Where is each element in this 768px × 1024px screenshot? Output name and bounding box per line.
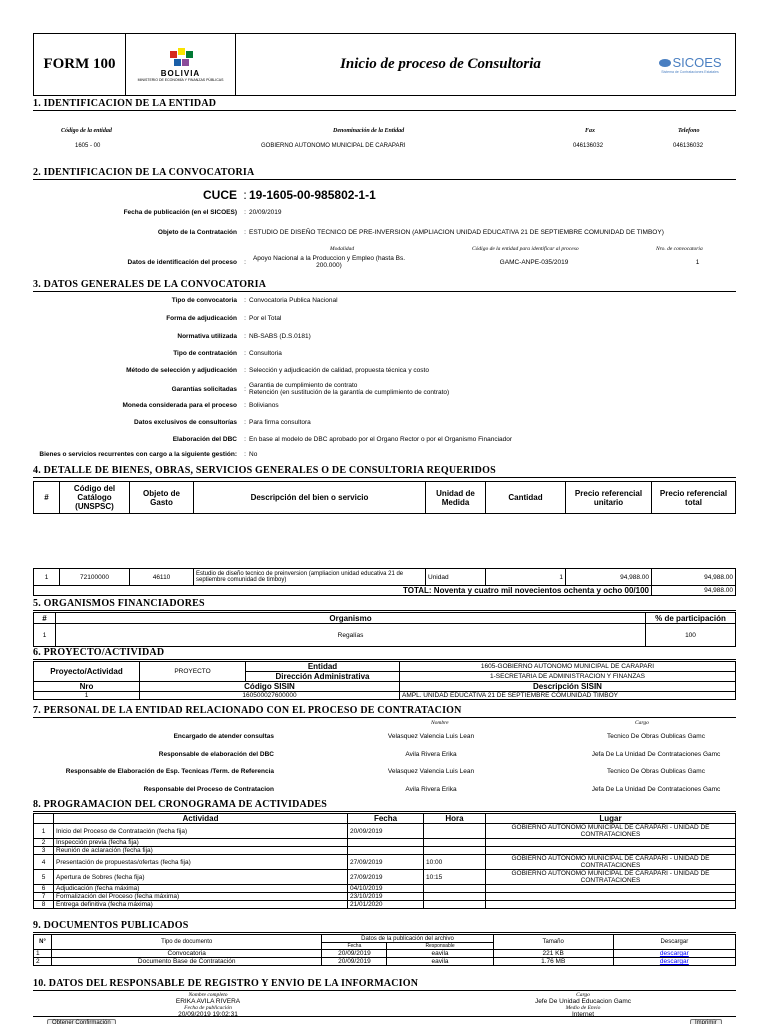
staff-cargo: Jefa De La Unidad De Contrataciones Gamc (591, 751, 721, 758)
general-data-value: Convocatoria Publica Nacional (249, 297, 338, 304)
act-place: GOBIERNO AUTONOMO MUNICIPAL DE CARAPARI - UNIDAD DE CONTRATACIONES (486, 870, 736, 885)
sisin-desc-header: Descripción SISIN (400, 682, 736, 692)
act-hour: 10:15 (424, 870, 486, 885)
general-data-value: En base al modelo de DBC aprobado por el Organo Rector o por el Organismo Financiador (249, 436, 513, 443)
download-link[interactable]: descargar (659, 950, 689, 957)
items-table (33, 568, 736, 596)
sicoes-logo (645, 34, 735, 95)
general-data-row: Normativa utilizada : NB-SABS (D.S.0181) (33, 333, 736, 340)
financiers-table (33, 612, 736, 647)
act-place (486, 893, 736, 901)
act-place: GOBIERNO AUTONOMO MUNICIPAL DE CARAPARI - UNIDAD DE CONTRATACIONES (486, 855, 736, 870)
act-date: 23/10/2019 (348, 893, 424, 901)
item-unit: Unidad (426, 569, 486, 586)
general-data-label: Elaboración del DBC (172, 436, 237, 443)
general-data-row: Tipo de convocatoria : Convocatoria Publica Nacional (33, 297, 736, 304)
act-date: 04/10/2019 (348, 885, 424, 893)
staff-row (33, 751, 736, 758)
doc-size-header: Tamaño (493, 935, 613, 950)
item-total: 94,988.00 (652, 569, 736, 586)
staff-name: Velasquez Valencia Luis Lean (387, 768, 475, 775)
general-data-label: Forma de adjudicación (166, 315, 237, 322)
staff-row (33, 786, 736, 793)
general-data-row: Bienes o servicios recurrentes con cargo a la siguiente gestión: : No (33, 451, 736, 458)
items-col-header: # (34, 482, 60, 514)
sisin-desc-value: AMPL. UNIDAD EDUCATIVA 21 DE SEPTIEMBRE COMUNIDAD TIMBOY (400, 692, 736, 700)
act-hour (424, 824, 486, 839)
act-name: Adjudicación (fecha máxima) (54, 885, 348, 893)
item-obj: 46110 (130, 569, 194, 586)
general-data-row: Datos exclusivos de consultorías : Para firma consultora (33, 419, 736, 426)
general-data-row: Método de selección y adjudicación : Selección y adjudicación de calidad, propuesta técnica y costo (33, 367, 736, 374)
act-name: Reunión de aclaración (fecha fija) (54, 847, 348, 855)
act-name: Apertura de Sobres (fecha fija) (54, 870, 348, 885)
act-place: GOBIERNO AUTONOMO MUNICIPAL DE CARAPARI - UNIDAD DE CONTRATACIONES (486, 824, 736, 839)
call-number-header: Nro. de convocatoria (656, 246, 703, 252)
direction-value: 1-SECRETARIA DE ADMINISTRACION Y FINANZAS (400, 672, 736, 682)
act-name: Inspección previa (fecha fija) (54, 839, 348, 847)
fax-value: 046136032 (573, 143, 604, 149)
form-title: Inicio de proceso de Consultoria (340, 56, 541, 72)
fin-n: 1 (34, 624, 56, 647)
pub-date-row: Fecha de publicación (en el SICOES) : 20/09/2019 (33, 209, 736, 216)
act-hour (424, 901, 486, 909)
doc-dl-header: Descargar (613, 935, 735, 950)
general-data-label: Normativa utilizada (177, 333, 237, 340)
process-code-header: Código de la entidad para identificar al proceso (472, 246, 579, 252)
act-date: 20/09/2019 (348, 824, 424, 839)
staff-role: Responsable de elaboración del DBC (158, 751, 274, 758)
project-header: Proyecto/Actividad (34, 662, 140, 682)
doc-resp-header: Responsable (387, 943, 493, 950)
staff-cargo: Jefa De La Unidad De Contrataciones Gamc (591, 786, 721, 793)
act-hour (424, 893, 486, 901)
items-col-header: Objeto de Gasto (130, 482, 194, 514)
project-table (33, 661, 736, 700)
section-2-title: 2. IDENTIFICACIÓN DE LA CONVOCATORIA (33, 167, 736, 180)
section-1-title: 1. IDENTIFICACIÓN DE LA ENTIDAD (33, 98, 736, 111)
confirm-button[interactable]: Obtener Confirmación (47, 1019, 116, 1024)
resp-date: 20/09/2019 19:02:31 (178, 1011, 238, 1018)
doc-date: 20/09/2019 (322, 958, 387, 966)
form-number: FORM 100 (34, 34, 126, 95)
items-col-header: Precio referencial unitario (566, 482, 652, 514)
general-data-value: Para firma consultora (249, 419, 311, 426)
table-row (34, 958, 736, 966)
entity-name-header: Denominación de la Entidad (333, 128, 405, 134)
act-hour (424, 885, 486, 893)
act-place (486, 847, 736, 855)
staff-name: Avila Rivera Erika (405, 751, 457, 758)
direction-header: Dirección Administrativa (246, 672, 400, 682)
act-date: 27/09/2019 (348, 870, 424, 885)
general-data-value: Selección y adjudicación de calidad, propuesta técnica y costo (249, 367, 429, 374)
act-date: 27/09/2019 (348, 855, 424, 870)
object-row: Objeto de la Contratación : ESTUDIO DE DISEÑO TECNICO DE PRE-INVERSION (AMPLIACION UNIDAD EDUCATIVA 21 DE SEPTIEMBRE COMUNIDAD DE TIMBOY) (33, 229, 736, 236)
fin-pct-header: % de participación (646, 613, 736, 624)
item-number: 1 (34, 569, 60, 586)
act-n: 8 (34, 901, 54, 909)
general-data-row: Elaboración del DBC : En base al modelo de DBC aprobado por el Organo Rector o por el Organismo Financiador (33, 436, 736, 443)
object-value: ESTUDIO DE DISEÑO TECNICO DE PRE-INVERSION (AMPLIACION UNIDAD EDUCATIVA 21 DE SEPTIEMBRE COMUNIDAD DE TIMBOY) (249, 229, 664, 236)
doc-size: 1.76 MB (493, 958, 613, 966)
item-unit-price: 94,988.00 (566, 569, 652, 586)
fin-org-header: Organismo (56, 613, 646, 624)
act-hour (424, 839, 486, 847)
general-data-value: Bolivianos (249, 402, 279, 409)
fin-n-header: # (34, 613, 56, 624)
general-data-value: Garantia de cumplimiento de contrato (249, 382, 358, 389)
item-qty: 1 (486, 569, 566, 586)
resp-name: ERIKA AVILA RIVERA (175, 998, 241, 1005)
sicoes-subtitle: Sistema de Contrataciones Estatales (661, 70, 719, 74)
act-n: 3 (34, 847, 54, 855)
pub-date-value: 20/09/2019 (249, 209, 282, 216)
general-data-value-2: Retención (en sustitución de la garantía de cumplimiento de contrato) (249, 389, 450, 396)
general-data-label: Tipo de convocatoria (171, 297, 237, 304)
act-n: 2 (34, 839, 54, 847)
section-3-title: 3. DATOS GENERALES DE LA CONVOCATORIA (33, 279, 736, 292)
act-n: 5 (34, 870, 54, 885)
general-data-value: Consultoria (249, 350, 282, 357)
phone-header: Telefono (678, 128, 700, 134)
staff-name-header: Nombre (431, 720, 449, 726)
fin-org: Regalías (56, 624, 646, 647)
items-header-table (33, 481, 736, 514)
process-code-value: GAMC-ANPE-035/2019 (499, 258, 569, 266)
table-row (34, 870, 736, 885)
table-row (34, 824, 736, 839)
general-data-row: Forma de adjudicación : Por el Total (33, 315, 736, 322)
sisin-header: Código SISIN (140, 682, 400, 692)
staff-name: Velasquez Valencia Luis Lean (387, 733, 475, 740)
staff-row (33, 733, 736, 740)
staff-name: Avila Rivera Erika (405, 786, 457, 793)
items-col-header: Código del Catálogo (UNSPSC) (60, 482, 130, 514)
responsible-info (33, 991, 736, 1017)
act-n: 4 (34, 855, 54, 870)
doc-resp: eavila (387, 950, 493, 958)
items-col-header: Precio referencial total (652, 482, 736, 514)
item-desc: Estudio de diseño tecnico de preinversion (ampliacion unidad educativa 21 de septiembre comunidad de timboy) (194, 569, 426, 586)
general-data-label: Bienes o servicios recurrentes con cargo a la siguiente gestión: (39, 451, 237, 458)
date-header: Fecha (348, 814, 424, 824)
staff-cargo-header: Cargo (635, 720, 649, 726)
section-5-title: 5. ORGANISMOS FINANCIADORES (33, 598, 736, 611)
staff-role: Responsable del Proceso de Contratacion (143, 786, 274, 793)
download-link[interactable]: descargar (659, 958, 689, 965)
table-row (34, 901, 736, 909)
doc-type: Convocatoria (52, 950, 322, 958)
act-hour (424, 847, 486, 855)
act-date (348, 847, 424, 855)
act-place (486, 839, 736, 847)
act-name: Entrega definitiva (fecha máxima) (54, 901, 348, 909)
table-row (34, 847, 736, 855)
doc-n: 2 (34, 958, 52, 966)
general-data-label: Datos exclusivos de consultorías (134, 419, 237, 426)
resp-medio-header: Medio de Envío (565, 1005, 601, 1011)
fin-pct: 100 (646, 624, 736, 647)
fax-header: Fax (585, 128, 596, 134)
table-row (34, 692, 736, 700)
general-data-value: NB-SABS (D.S.0181) (249, 333, 311, 340)
bolivia-text: BOLIVIA (160, 69, 201, 78)
phone-value: 046136032 (673, 143, 704, 149)
ministry-text: MINISTERIO DE ECONOMÍA Y FINANZAS PÚBLICAS (137, 78, 224, 82)
table-row (34, 569, 736, 586)
doc-pub-header: Datos de la publicación del archivo (322, 935, 493, 943)
doc-size: 221 KB (493, 950, 613, 958)
table-row (34, 885, 736, 893)
doc-n: 1 (34, 950, 52, 958)
sisin-value: 160500027600000 (140, 692, 400, 700)
sicoes-text: SICOES (672, 55, 722, 70)
general-data-row: Moneda considerada para el proceso : Bolivianos (33, 402, 736, 409)
object-label: Objeto de la Contratación (157, 229, 237, 236)
staff-role: Encargado de atender consultas (173, 733, 274, 740)
resp-cargo-header: Cargo (576, 992, 590, 998)
item-code: 72100000 (60, 569, 130, 586)
staff-row (33, 768, 736, 775)
total-label: TOTAL: Noventa y cuatro mil novecientos ochenta y ocho 00/100 (34, 586, 652, 596)
act-date (348, 839, 424, 847)
staff-cargo: Tecnico De Obras Oublicas Gamc (607, 768, 705, 775)
general-data-label: Garantías solicitadas (171, 385, 237, 393)
table-row (34, 855, 736, 870)
bolivia-emblem-icon (166, 47, 196, 69)
entity-code: 1605 - 00 (75, 143, 101, 149)
schedule-table (33, 813, 736, 909)
act-n: 7 (34, 893, 54, 901)
bolivia-logo (126, 34, 236, 95)
items-col-header: Unidad de Medida (426, 482, 486, 514)
general-data-label: Método de selección y adjudicación (126, 367, 237, 374)
section-8-title: 8. PROGRAMACIÓN DEL CRONOGRAMA DE ACTIVIDADES (33, 799, 736, 812)
cuce-label: CUCE (202, 188, 237, 202)
act-n: 6 (34, 885, 54, 893)
pub-date-label: Fecha de publicación (en el SICOES) (123, 209, 237, 216)
entity-code-header: Código de la entidad (61, 128, 112, 134)
act-place (486, 901, 736, 909)
nro-header: Nro (34, 682, 140, 692)
general-data-label: Tipo de contratación (173, 350, 237, 357)
id-row: Datos de identificación del proceso : Apoyo Nacional a la Produccion y Empleo (hasta Bs. 200.000) GAMC-ANPE-035/2019 1 (33, 255, 736, 269)
project-value: PROYECTO (140, 662, 246, 682)
act-name: Inicio del Proceso de Contratación (fecha fija) (54, 824, 348, 839)
entity-info (33, 112, 736, 162)
general-data-row: Tipo de contratación : Consultoria (33, 350, 736, 357)
nro-value: 1 (34, 692, 140, 700)
modality-value: Apoyo Nacional a la Produccion y Empleo (hasta Bs. 200.000) (252, 255, 406, 269)
section-4-title: 4. DETALLE DE BIENES, OBRAS, SERVICIOS GENERALES O DE CONSULTORÍA REQUERIDOS (33, 465, 736, 478)
act-name: Formalización del Proceso (fecha máxima) (54, 893, 348, 901)
activity-header: Actividad (54, 814, 348, 824)
act-date: 21/01/2020 (348, 901, 424, 909)
resp-cargo: Jefe De Unidad Educacion Gamc (534, 998, 632, 1005)
general-data-row: Garantías solicitadas : Garantia de cumplimiento de contrato Retención (en sustitución de la garantía de cumplimiento de contrato) (33, 382, 736, 396)
documents-table (33, 934, 736, 966)
section-6-title: 6. PROYECTO/ACTIVIDAD (33, 647, 736, 660)
table-row (34, 893, 736, 901)
doc-type-header: Tipo de documento (52, 935, 322, 950)
staff-cargo: Tecnico De Obras Oublicas Gamc (607, 733, 705, 740)
staff-role: Responsable de Elaboración de Esp. Tecnicas /Term. de Referencia (65, 768, 274, 775)
act-n: 1 (34, 824, 54, 839)
total-value: 94,988.00 (652, 586, 736, 596)
entity-header: Entidad (246, 662, 400, 672)
doc-n-header: N° (34, 935, 52, 950)
place-header: Lugar (486, 814, 736, 824)
general-data-value: No (249, 451, 258, 458)
print-button[interactable]: Imprimir (690, 1019, 722, 1024)
section-7-title: 7. PERSONAL DE LA ENTIDAD RELACIONADO CON EL PROCESO DE CONTRATACIÓN (33, 705, 736, 718)
entity-name: GOBIERNO AUTONOMO MUNICIPAL DE CARAPARI (261, 143, 406, 149)
resp-name-header: Nombre completo (188, 992, 228, 998)
doc-date-header: Fecha (322, 943, 387, 950)
table-row (34, 624, 736, 647)
section-9-title: 9. DOCUMENTOS PUBLICADOS (33, 920, 736, 933)
hour-header: Hora (424, 814, 486, 824)
doc-resp: eavila (387, 958, 493, 966)
entity-value: 1605-GOBIERNO AUTONOMO MUNICIPAL DE CARAPARI (400, 662, 736, 672)
cuce-row: CUCE : 19-1605-00-985802-1-1 (33, 188, 736, 202)
general-data-label: Moneda considerada para el proceso (122, 402, 237, 409)
id-label: Datos de identificación del proceso (127, 258, 237, 266)
resp-date-header: Fecha de publicación (184, 1005, 232, 1011)
act-hour: 10:00 (424, 855, 486, 870)
act-place (486, 885, 736, 893)
doc-date: 20/09/2019 (322, 950, 387, 958)
table-row (34, 950, 736, 958)
items-col-header: Cantidad (486, 482, 566, 514)
items-col-header: Descripción del bien o servicio (194, 482, 426, 514)
act-name: Presentación de propuestas/ofertas (fecha fija) (54, 855, 348, 870)
sicoes-icon (658, 58, 672, 68)
table-row (34, 839, 736, 847)
modality-header: Modalidad (330, 246, 355, 252)
cuce-value: 19-1605-00-985802-1-1 (249, 188, 376, 202)
doc-type: Documento Base de Contratación (52, 958, 322, 966)
call-number-value: 1 (695, 258, 700, 266)
general-data-value: Por el Total (249, 315, 282, 322)
form-header (33, 33, 736, 96)
section-10-title: 10. DATOS DEL RESPONSABLE DE REGISTRO Y ENVÍO DE LA INFORMACIÓN (33, 978, 736, 991)
resp-medio: Internet (571, 1011, 595, 1018)
